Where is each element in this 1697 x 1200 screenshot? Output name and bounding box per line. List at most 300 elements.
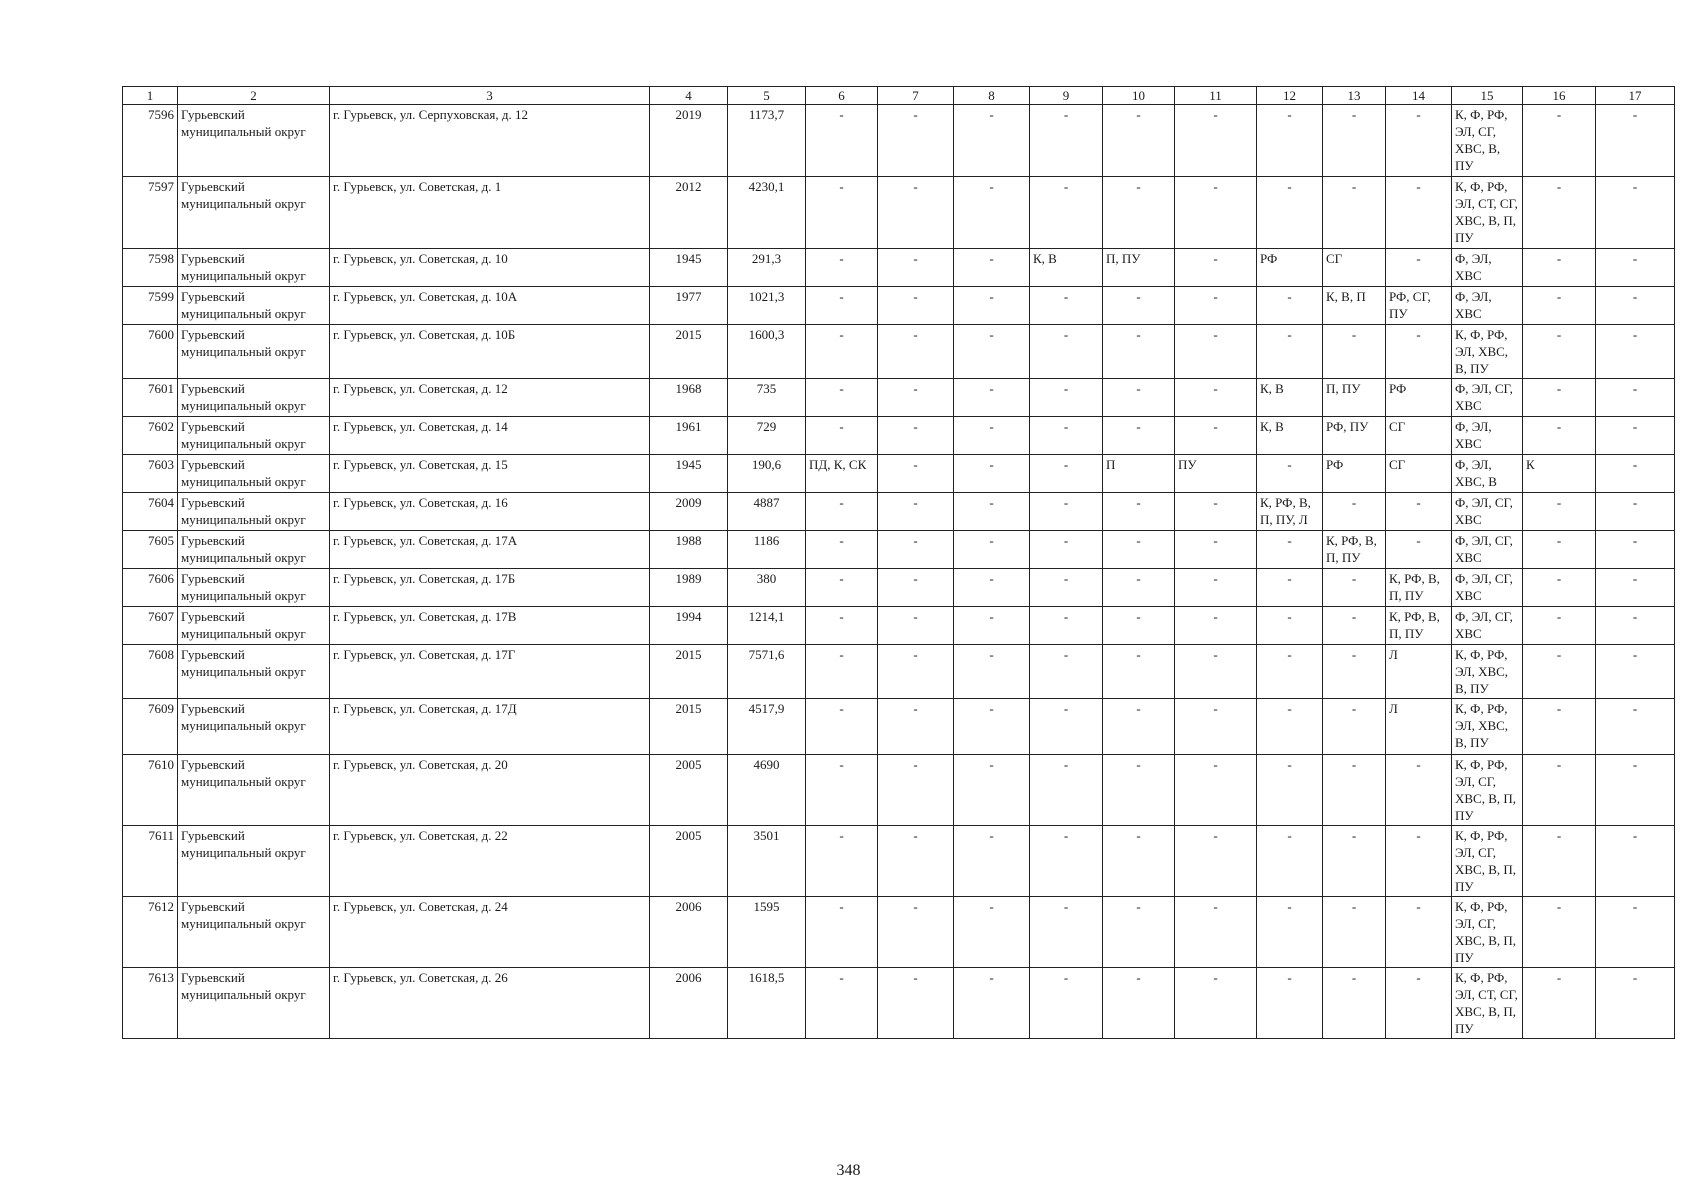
cell-col-4: 2019 [650, 105, 728, 177]
cell-col-17: - [1596, 455, 1675, 493]
cell-col-16: - [1523, 379, 1596, 417]
cell-col-16: - [1523, 607, 1596, 645]
cell-col-13: РФ [1323, 455, 1386, 493]
cell-col-16: - [1523, 105, 1596, 177]
cell-col-11: - [1175, 607, 1257, 645]
cell-col-2: Гурьевский муниципальный округ [178, 755, 330, 826]
column-header-15: 15 [1452, 87, 1523, 105]
column-header-12: 12 [1257, 87, 1323, 105]
cell-col-11: - [1175, 755, 1257, 826]
cell-col-2: Гурьевский муниципальный округ [178, 607, 330, 645]
column-header-14: 14 [1386, 87, 1452, 105]
cell-col-4: 1994 [650, 607, 728, 645]
cell-col-6: - [806, 755, 878, 826]
cell-col-17: - [1596, 417, 1675, 455]
column-header-10: 10 [1103, 87, 1175, 105]
cell-col-6: - [806, 569, 878, 607]
cell-col-6: - [806, 325, 878, 379]
cell-col-6: - [806, 287, 878, 325]
cell-col-12: РФ [1257, 249, 1323, 287]
column-header-7: 7 [878, 87, 954, 105]
cell-col-16: - [1523, 249, 1596, 287]
cell-col-1: 7606 [123, 569, 178, 607]
cell-col-9: - [1030, 699, 1103, 755]
cell-col-3: г. Гурьевск, ул. Советская, д. 17В [330, 607, 650, 645]
cell-col-12: - [1257, 897, 1323, 968]
cell-col-14: Л [1386, 699, 1452, 755]
cell-col-14: - [1386, 325, 1452, 379]
cell-col-4: 1989 [650, 569, 728, 607]
cell-col-4: 2009 [650, 493, 728, 531]
cell-col-16: - [1523, 287, 1596, 325]
cell-col-1: 7607 [123, 607, 178, 645]
cell-col-8: - [954, 699, 1030, 755]
cell-col-15: Ф, ЭЛ, ХВС [1452, 249, 1523, 287]
cell-col-4: 1945 [650, 455, 728, 493]
cell-col-7: - [878, 177, 954, 249]
cell-col-6: - [806, 826, 878, 897]
cell-col-3: г. Гурьевск, ул. Советская, д. 17Г [330, 645, 650, 699]
cell-col-3: г. Гурьевск, ул. Советская, д. 22 [330, 826, 650, 897]
cell-col-8: - [954, 968, 1030, 1039]
table-row [123, 325, 1675, 379]
cell-col-2: Гурьевский муниципальный округ [178, 105, 330, 177]
cell-col-11: - [1175, 379, 1257, 417]
cell-col-2: Гурьевский муниципальный округ [178, 699, 330, 755]
cell-col-9: - [1030, 455, 1103, 493]
cell-col-10: - [1103, 531, 1175, 569]
cell-col-6: - [806, 177, 878, 249]
table-row [123, 493, 1675, 531]
cell-col-8: - [954, 531, 1030, 569]
cell-col-2: Гурьевский муниципальный округ [178, 379, 330, 417]
cell-col-2: Гурьевский муниципальный округ [178, 531, 330, 569]
cell-col-5: 1600,3 [728, 325, 806, 379]
cell-col-6: - [806, 531, 878, 569]
column-header-13: 13 [1323, 87, 1386, 105]
cell-col-11: - [1175, 287, 1257, 325]
cell-col-9: - [1030, 607, 1103, 645]
table-row [123, 249, 1675, 287]
cell-col-17: - [1596, 493, 1675, 531]
cell-col-7: - [878, 105, 954, 177]
cell-col-10: - [1103, 826, 1175, 897]
cell-col-11: - [1175, 493, 1257, 531]
table-row [123, 455, 1675, 493]
cell-col-10: - [1103, 325, 1175, 379]
cell-col-10: - [1103, 417, 1175, 455]
cell-col-17: - [1596, 755, 1675, 826]
cell-col-1: 7610 [123, 755, 178, 826]
cell-col-1: 7604 [123, 493, 178, 531]
cell-col-4: 2005 [650, 755, 728, 826]
cell-col-3: г. Гурьевск, ул. Советская, д. 16 [330, 493, 650, 531]
cell-col-14: - [1386, 493, 1452, 531]
table-row [123, 897, 1675, 968]
column-header-9: 9 [1030, 87, 1103, 105]
column-header-16: 16 [1523, 87, 1596, 105]
cell-col-11: - [1175, 325, 1257, 379]
cell-col-17: - [1596, 607, 1675, 645]
cell-col-8: - [954, 493, 1030, 531]
cell-col-4: 1945 [650, 249, 728, 287]
cell-col-13: - [1323, 968, 1386, 1039]
table-row [123, 177, 1675, 249]
cell-col-13: - [1323, 699, 1386, 755]
cell-col-7: - [878, 325, 954, 379]
cell-col-2: Гурьевский муниципальный округ [178, 417, 330, 455]
cell-col-4: 2015 [650, 645, 728, 699]
cell-col-11: - [1175, 249, 1257, 287]
cell-col-10: - [1103, 755, 1175, 826]
cell-col-7: - [878, 826, 954, 897]
cell-col-11: - [1175, 897, 1257, 968]
cell-col-4: 1961 [650, 417, 728, 455]
cell-col-3: г. Гурьевск, ул. Советская, д. 14 [330, 417, 650, 455]
cell-col-2: Гурьевский муниципальный округ [178, 325, 330, 379]
cell-col-13: - [1323, 325, 1386, 379]
cell-col-7: - [878, 897, 954, 968]
table-header [123, 87, 1675, 105]
cell-col-5: 3501 [728, 826, 806, 897]
cell-col-14: РФ, СГ, ПУ [1386, 287, 1452, 325]
cell-col-1: 7612 [123, 897, 178, 968]
cell-col-2: Гурьевский муниципальный округ [178, 968, 330, 1039]
cell-col-8: - [954, 177, 1030, 249]
cell-col-8: - [954, 897, 1030, 968]
cell-col-17: - [1596, 897, 1675, 968]
cell-col-1: 7608 [123, 645, 178, 699]
cell-col-12: - [1257, 968, 1323, 1039]
cell-col-7: - [878, 379, 954, 417]
cell-col-5: 1595 [728, 897, 806, 968]
cell-col-13: П, ПУ [1323, 379, 1386, 417]
column-header-8: 8 [954, 87, 1030, 105]
table-row [123, 569, 1675, 607]
cell-col-3: г. Гурьевск, ул. Советская, д. 24 [330, 897, 650, 968]
cell-col-4: 2012 [650, 177, 728, 249]
cell-col-10: П [1103, 455, 1175, 493]
cell-col-13: РФ, ПУ [1323, 417, 1386, 455]
cell-col-6: - [806, 493, 878, 531]
cell-col-15: К, Ф, РФ, ЭЛ, СГ, ХВС, В, П, ПУ [1452, 755, 1523, 826]
cell-col-1: 7603 [123, 455, 178, 493]
cell-col-13: - [1323, 607, 1386, 645]
cell-col-2: Гурьевский муниципальный округ [178, 645, 330, 699]
cell-col-17: - [1596, 177, 1675, 249]
cell-col-11: - [1175, 826, 1257, 897]
cell-col-12: - [1257, 531, 1323, 569]
cell-col-17: - [1596, 287, 1675, 325]
cell-col-7: - [878, 755, 954, 826]
cell-col-8: - [954, 105, 1030, 177]
cell-col-1: 7600 [123, 325, 178, 379]
cell-col-15: К, Ф, РФ, ЭЛ, СГ, ХВС, В, П, ПУ [1452, 897, 1523, 968]
cell-col-15: Ф, ЭЛ, СГ, ХВС [1452, 531, 1523, 569]
cell-col-9: - [1030, 826, 1103, 897]
cell-col-16: К [1523, 455, 1596, 493]
cell-col-5: 190,6 [728, 455, 806, 493]
header-row [123, 87, 1675, 105]
cell-col-8: - [954, 379, 1030, 417]
cell-col-17: - [1596, 645, 1675, 699]
cell-col-3: г. Гурьевск, ул. Советская, д. 10Б [330, 325, 650, 379]
cell-col-7: - [878, 531, 954, 569]
cell-col-12: - [1257, 699, 1323, 755]
cell-col-17: - [1596, 826, 1675, 897]
table-row [123, 699, 1675, 755]
cell-col-5: 4887 [728, 493, 806, 531]
cell-col-3: г. Гурьевск, ул. Советская, д. 15 [330, 455, 650, 493]
cell-col-16: - [1523, 325, 1596, 379]
cell-col-4: 1968 [650, 379, 728, 417]
cell-col-11: - [1175, 645, 1257, 699]
column-header-1: 1 [123, 87, 178, 105]
cell-col-10: - [1103, 569, 1175, 607]
cell-col-10: - [1103, 645, 1175, 699]
cell-col-4: 1988 [650, 531, 728, 569]
cell-col-3: г. Гурьевск, ул. Советская, д. 17Б [330, 569, 650, 607]
cell-col-4: 2015 [650, 325, 728, 379]
cell-col-8: - [954, 249, 1030, 287]
cell-col-3: г. Гурьевск, ул. Советская, д. 17А [330, 531, 650, 569]
cell-col-2: Гурьевский муниципальный округ [178, 455, 330, 493]
cell-col-6: - [806, 607, 878, 645]
cell-col-14: РФ [1386, 379, 1452, 417]
cell-col-10: - [1103, 699, 1175, 755]
cell-col-1: 7598 [123, 249, 178, 287]
cell-col-16: - [1523, 569, 1596, 607]
cell-col-5: 380 [728, 569, 806, 607]
cell-col-12: - [1257, 455, 1323, 493]
cell-col-9: - [1030, 177, 1103, 249]
cell-col-9: - [1030, 897, 1103, 968]
cell-col-4: 2005 [650, 826, 728, 897]
cell-col-1: 7613 [123, 968, 178, 1039]
cell-col-11: - [1175, 968, 1257, 1039]
table-row [123, 379, 1675, 417]
cell-col-1: 7611 [123, 826, 178, 897]
cell-col-10: - [1103, 897, 1175, 968]
cell-col-13: - [1323, 569, 1386, 607]
cell-col-6: - [806, 699, 878, 755]
cell-col-13: К, РФ, В, П, ПУ [1323, 531, 1386, 569]
cell-col-15: Ф, ЭЛ, ХВС [1452, 287, 1523, 325]
cell-col-4: 2006 [650, 897, 728, 968]
cell-col-2: Гурьевский муниципальный округ [178, 249, 330, 287]
cell-col-14: К, РФ, В, П, ПУ [1386, 607, 1452, 645]
cell-col-13: СГ [1323, 249, 1386, 287]
cell-col-8: - [954, 607, 1030, 645]
cell-col-2: Гурьевский муниципальный округ [178, 177, 330, 249]
cell-col-15: Ф, ЭЛ, СГ, ХВС [1452, 569, 1523, 607]
housing-register-table [122, 86, 1675, 1039]
cell-col-14: - [1386, 249, 1452, 287]
cell-col-5: 4230,1 [728, 177, 806, 249]
cell-col-16: - [1523, 417, 1596, 455]
cell-col-17: - [1596, 325, 1675, 379]
cell-col-3: г. Гурьевск, ул. Советская, д. 20 [330, 755, 650, 826]
cell-col-4: 2006 [650, 968, 728, 1039]
cell-col-10: - [1103, 607, 1175, 645]
cell-col-15: К, Ф, РФ, ЭЛ, ХВС, В, ПУ [1452, 699, 1523, 755]
cell-col-14: - [1386, 755, 1452, 826]
cell-col-5: 735 [728, 379, 806, 417]
cell-col-13: - [1323, 177, 1386, 249]
cell-col-17: - [1596, 699, 1675, 755]
cell-col-11: - [1175, 417, 1257, 455]
cell-col-12: К, В [1257, 417, 1323, 455]
column-header-3: 3 [330, 87, 650, 105]
cell-col-7: - [878, 569, 954, 607]
cell-col-2: Гурьевский муниципальный округ [178, 287, 330, 325]
cell-col-8: - [954, 755, 1030, 826]
cell-col-8: - [954, 417, 1030, 455]
cell-col-9: К, В [1030, 249, 1103, 287]
cell-col-14: - [1386, 531, 1452, 569]
cell-col-8: - [954, 325, 1030, 379]
column-header-4: 4 [650, 87, 728, 105]
cell-col-12: - [1257, 826, 1323, 897]
cell-col-2: Гурьевский муниципальный округ [178, 826, 330, 897]
cell-col-1: 7597 [123, 177, 178, 249]
cell-col-9: - [1030, 105, 1103, 177]
cell-col-12: - [1257, 177, 1323, 249]
cell-col-12: - [1257, 755, 1323, 826]
cell-col-1: 7605 [123, 531, 178, 569]
cell-col-12: - [1257, 287, 1323, 325]
cell-col-14: СГ [1386, 417, 1452, 455]
cell-col-8: - [954, 569, 1030, 607]
cell-col-4: 2015 [650, 699, 728, 755]
cell-col-12: К, В [1257, 379, 1323, 417]
cell-col-15: К, Ф, РФ, ЭЛ, СГ, ХВС, В, ПУ [1452, 105, 1523, 177]
cell-col-6: - [806, 417, 878, 455]
cell-col-16: - [1523, 755, 1596, 826]
table-row [123, 287, 1675, 325]
cell-col-7: - [878, 699, 954, 755]
cell-col-7: - [878, 968, 954, 1039]
cell-col-15: К, Ф, РФ, ЭЛ, СТ, СГ, ХВС, В, П, ПУ [1452, 968, 1523, 1039]
cell-col-15: Ф, ЭЛ, СГ, ХВС [1452, 379, 1523, 417]
cell-col-7: - [878, 607, 954, 645]
cell-col-9: - [1030, 968, 1103, 1039]
cell-col-1: 7602 [123, 417, 178, 455]
cell-col-9: - [1030, 325, 1103, 379]
cell-col-11: - [1175, 531, 1257, 569]
cell-col-15: К, Ф, РФ, ЭЛ, ХВС, В, ПУ [1452, 645, 1523, 699]
cell-col-16: - [1523, 826, 1596, 897]
cell-col-8: - [954, 826, 1030, 897]
cell-col-16: - [1523, 531, 1596, 569]
cell-col-2: Гурьевский муниципальный округ [178, 897, 330, 968]
cell-col-13: - [1323, 105, 1386, 177]
cell-col-17: - [1596, 249, 1675, 287]
table-row [123, 968, 1675, 1039]
cell-col-15: Ф, ЭЛ, ХВС, В [1452, 455, 1523, 493]
cell-col-7: - [878, 287, 954, 325]
cell-col-5: 1186 [728, 531, 806, 569]
cell-col-3: г. Гурьевск, ул. Советская, д. 10 [330, 249, 650, 287]
table-row [123, 607, 1675, 645]
cell-col-16: - [1523, 645, 1596, 699]
cell-col-9: - [1030, 531, 1103, 569]
cell-col-5: 7571,6 [728, 645, 806, 699]
cell-col-13: - [1323, 826, 1386, 897]
cell-col-6: - [806, 968, 878, 1039]
cell-col-1: 7601 [123, 379, 178, 417]
cell-col-17: - [1596, 968, 1675, 1039]
cell-col-9: - [1030, 417, 1103, 455]
cell-col-12: - [1257, 105, 1323, 177]
table-row [123, 417, 1675, 455]
cell-col-10: - [1103, 105, 1175, 177]
table-row [123, 645, 1675, 699]
cell-col-16: - [1523, 897, 1596, 968]
cell-col-12: К, РФ, В, П, ПУ, Л [1257, 493, 1323, 531]
cell-col-17: - [1596, 569, 1675, 607]
cell-col-10: - [1103, 177, 1175, 249]
cell-col-8: - [954, 645, 1030, 699]
cell-col-13: - [1323, 755, 1386, 826]
cell-col-1: 7596 [123, 105, 178, 177]
cell-col-10: - [1103, 968, 1175, 1039]
cell-col-9: - [1030, 379, 1103, 417]
cell-col-15: К, Ф, РФ, ЭЛ, СГ, ХВС, В, П, ПУ [1452, 826, 1523, 897]
cell-col-13: - [1323, 897, 1386, 968]
cell-col-3: г. Гурьевск, ул. Серпуховская, д. 12 [330, 105, 650, 177]
cell-col-13: - [1323, 645, 1386, 699]
cell-col-11: - [1175, 699, 1257, 755]
cell-col-14: Л [1386, 645, 1452, 699]
cell-col-16: - [1523, 699, 1596, 755]
cell-col-9: - [1030, 645, 1103, 699]
cell-col-17: - [1596, 379, 1675, 417]
cell-col-5: 1021,3 [728, 287, 806, 325]
cell-col-5: 4690 [728, 755, 806, 826]
cell-col-15: Ф, ЭЛ, ХВС [1452, 417, 1523, 455]
cell-col-14: К, РФ, В, П, ПУ [1386, 569, 1452, 607]
cell-col-5: 1173,7 [728, 105, 806, 177]
cell-col-7: - [878, 493, 954, 531]
cell-col-17: - [1596, 105, 1675, 177]
cell-col-6: - [806, 645, 878, 699]
cell-col-5: 291,3 [728, 249, 806, 287]
cell-col-15: К, Ф, РФ, ЭЛ, ХВС, В, ПУ [1452, 325, 1523, 379]
cell-col-3: г. Гурьевск, ул. Советская, д. 1 [330, 177, 650, 249]
cell-col-12: - [1257, 607, 1323, 645]
cell-col-6: - [806, 379, 878, 417]
column-header-11: 11 [1175, 87, 1257, 105]
cell-col-15: К, Ф, РФ, ЭЛ, СТ, СГ, ХВС, В, П, ПУ [1452, 177, 1523, 249]
cell-col-11: - [1175, 569, 1257, 607]
cell-col-5: 729 [728, 417, 806, 455]
cell-col-6: ПД, К, СК [806, 455, 878, 493]
cell-col-3: г. Гурьевск, ул. Советская, д. 12 [330, 379, 650, 417]
cell-col-5: 4517,9 [728, 699, 806, 755]
cell-col-10: - [1103, 493, 1175, 531]
column-header-6: 6 [806, 87, 878, 105]
cell-col-2: Гурьевский муниципальный округ [178, 569, 330, 607]
cell-col-14: - [1386, 105, 1452, 177]
cell-col-4: 1977 [650, 287, 728, 325]
page-number: 348 [836, 1162, 861, 1179]
cell-col-14: - [1386, 826, 1452, 897]
cell-col-12: - [1257, 645, 1323, 699]
cell-col-12: - [1257, 325, 1323, 379]
table-row [123, 531, 1675, 569]
cell-col-3: г. Гурьевск, ул. Советская, д. 10А [330, 287, 650, 325]
